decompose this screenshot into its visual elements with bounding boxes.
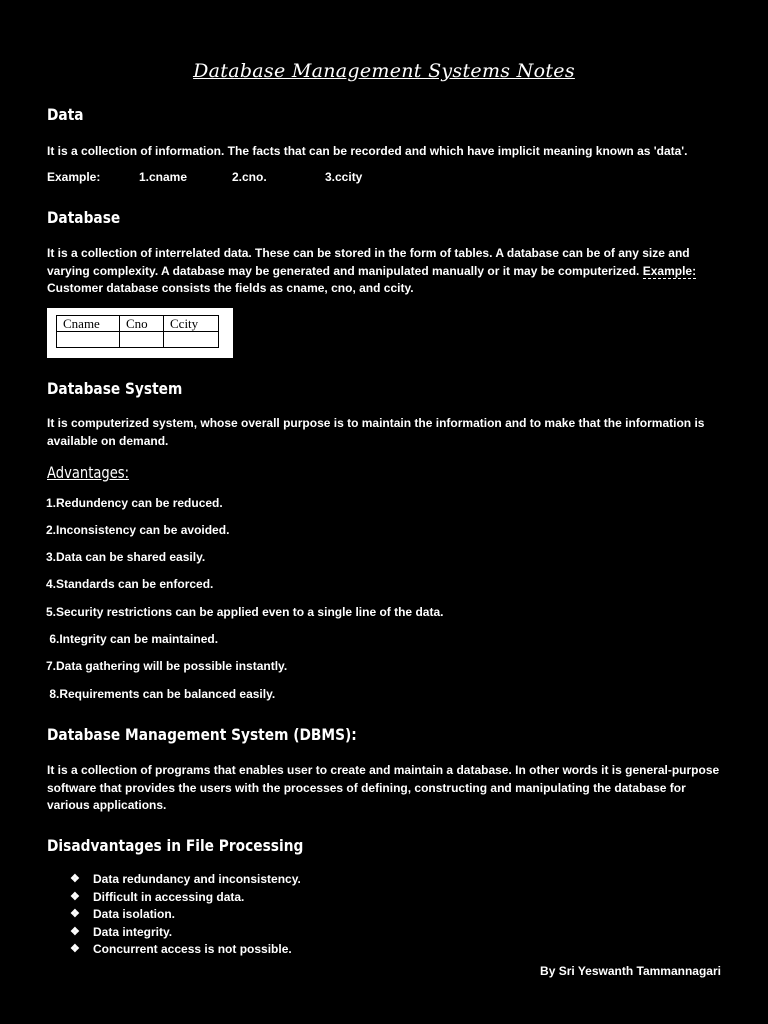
data-example-2: 2.cno. <box>232 170 267 184</box>
data-example-3: 3.ccity <box>325 170 363 184</box>
list-item <box>70 941 301 959</box>
advantage-item: 2.Inconsistency can be avoided. <box>46 523 230 537</box>
database-text-2: Customer database consists the fields as cname, cno, and ccity. <box>47 281 414 295</box>
table-row <box>57 332 219 348</box>
table-header-row <box>57 316 219 332</box>
advantages-heading: Advantages: <box>47 463 130 482</box>
database-example-label: Example: <box>642 263 697 278</box>
list-item-text: Difficult in accessing data. <box>93 889 245 904</box>
database-text-1: It is a collection of interrelated data. These can be stored in the form of tables. A database can be of any size and varying complexity. A database may be generated and manipulated manually or it may be computerized. <box>47 246 690 278</box>
list-item-text: Data isolation. <box>93 907 176 921</box>
list-item <box>70 889 301 907</box>
list-item <box>70 924 301 942</box>
advantage-item: 6.Integrity can be maintained. <box>46 632 219 646</box>
table-header-cname: Cname <box>57 316 120 332</box>
table-header-cno: Cno <box>120 316 164 332</box>
table-cell <box>120 332 164 348</box>
diamond-bullet-icon: ❖ <box>70 908 80 920</box>
list-item-text: Data redundancy and inconsistency. <box>93 872 301 886</box>
advantage-item: 5.Security restrictions can be applied even to a single line of the data. <box>46 605 444 619</box>
table-cell <box>164 332 219 348</box>
data-definition: It is a collection of information. The facts that can be recorded and which have implicit meaning known as 'data'. <box>47 144 688 158</box>
data-example-label: Example: <box>47 170 101 184</box>
customer-table <box>56 315 219 348</box>
diamond-bullet-icon: ❖ <box>70 925 80 938</box>
dbms-definition: It is a collection of programs that enables user to create and maintain a database. In other words it is general-purpose software that provides the users with the processes of defining, constructing and manipulating the database for various applications. <box>47 763 720 812</box>
database-system-definition: It is computerized system, whose overall purpose is to maintain the information and to make that the information is available on demand. <box>47 416 705 448</box>
disadvantages-heading: Disadvantages in File Processing <box>47 836 304 855</box>
list-item-text: Concurrent access is not possible. <box>93 942 292 956</box>
disadvantages-list <box>70 871 301 959</box>
table-header-ccity: Ccity <box>164 316 219 332</box>
list-item <box>70 871 301 889</box>
dbms-heading: Database Management System (DBMS): <box>47 725 357 744</box>
advantage-item: 7.Data gathering will be possible instantly. <box>46 659 288 673</box>
advantage-item: 4.Standards can be enforced. <box>46 577 214 591</box>
diamond-bullet-icon: ❖ <box>70 890 80 903</box>
customer-table-image <box>47 308 233 358</box>
data-example-1: 1.cname <box>139 170 188 184</box>
author-credit: By Sri Yeswanth Tammannagari <box>540 964 721 978</box>
advantage-item: 1.Redundency can be reduced. <box>46 496 223 510</box>
data-heading: Data <box>47 105 84 124</box>
advantage-item: 3.Data can be shared easily. <box>46 550 206 564</box>
page-title: Database Management Systems Notes <box>193 60 575 82</box>
diamond-bullet-icon: ❖ <box>70 943 80 955</box>
table-cell <box>57 332 120 348</box>
list-item <box>70 906 301 924</box>
advantage-item: 8.Requirements can be balanced easily. <box>46 687 276 701</box>
list-item-text: Data integrity. <box>93 924 173 939</box>
diamond-bullet-icon: ❖ <box>70 873 80 885</box>
database-system-heading: Database System <box>47 379 183 398</box>
database-heading: Database <box>47 208 121 227</box>
database-definition <box>47 245 719 298</box>
